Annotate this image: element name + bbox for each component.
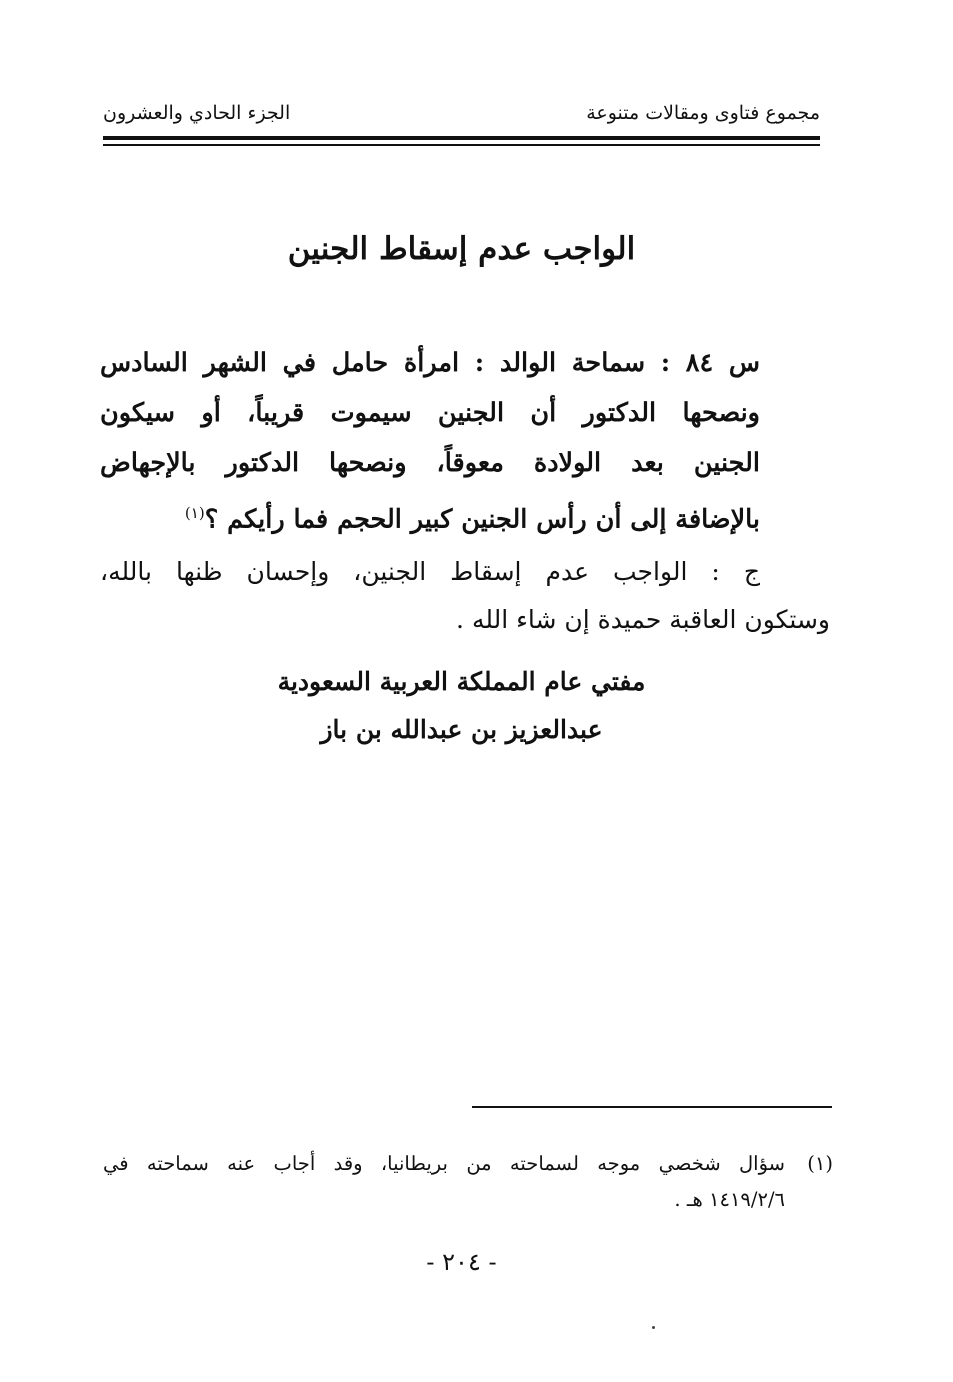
- question-line-last: [100, 488, 760, 545]
- header-rule-thick: [103, 136, 820, 140]
- footnote-reference: (١): [184, 504, 205, 522]
- answer-line: ج : الواجب عدم إسقاط الجنين، وإحسان ظنها بالله،: [100, 557, 760, 586]
- running-header: [103, 98, 820, 130]
- signature-name: عبدالعزيز بن عبدالله بن باز: [320, 715, 603, 744]
- footnote-marker: (١): [807, 1152, 833, 1175]
- footnote-text: سؤال شخصي موجه لسماحته من بريطانيا، وقد أجاب عنه سماحته في: [103, 1152, 785, 1175]
- question-line: س ٨٤ : سماحة الوالد : امرأة حامل في الشهر السادس: [100, 348, 760, 378]
- answer-paragraph: [100, 548, 830, 644]
- scan-speck: [652, 1326, 655, 1329]
- footnote-line: ١٤١٩/٢/٦ هـ .: [674, 1188, 785, 1211]
- book-title: مجموع فتاوى ومقالات متنوعة: [586, 102, 820, 124]
- footnote-separator: [472, 1106, 832, 1108]
- signature-office: مفتي عام المملكة العربية السعودية: [277, 667, 646, 696]
- page-number: - ٢٠٤ -: [426, 1248, 497, 1276]
- header-rule-thin: [103, 144, 820, 146]
- question-paragraph: [100, 338, 760, 545]
- question-line: الجنين بعد الولادة معوقاً، ونصحها الدكتور بالإجهاض: [100, 448, 760, 478]
- question-line: ونصحها الدكتور أن الجنين سيموت قريباً، أو سيكون: [100, 398, 760, 428]
- fatwa-title: الواجب عدم إسقاط الجنين: [287, 231, 636, 267]
- footnote: [103, 1146, 833, 1218]
- answer-line: وستكون العاقبة حميدة إن شاء الله .: [456, 605, 830, 634]
- footnote-line: [103, 1146, 833, 1182]
- volume-label: الجزء الحادي والعشرون: [103, 102, 291, 124]
- question-line-text: بالإضافة إلى أن رأس الجنين كبير الحجم فما رأيكم ؟: [204, 504, 760, 535]
